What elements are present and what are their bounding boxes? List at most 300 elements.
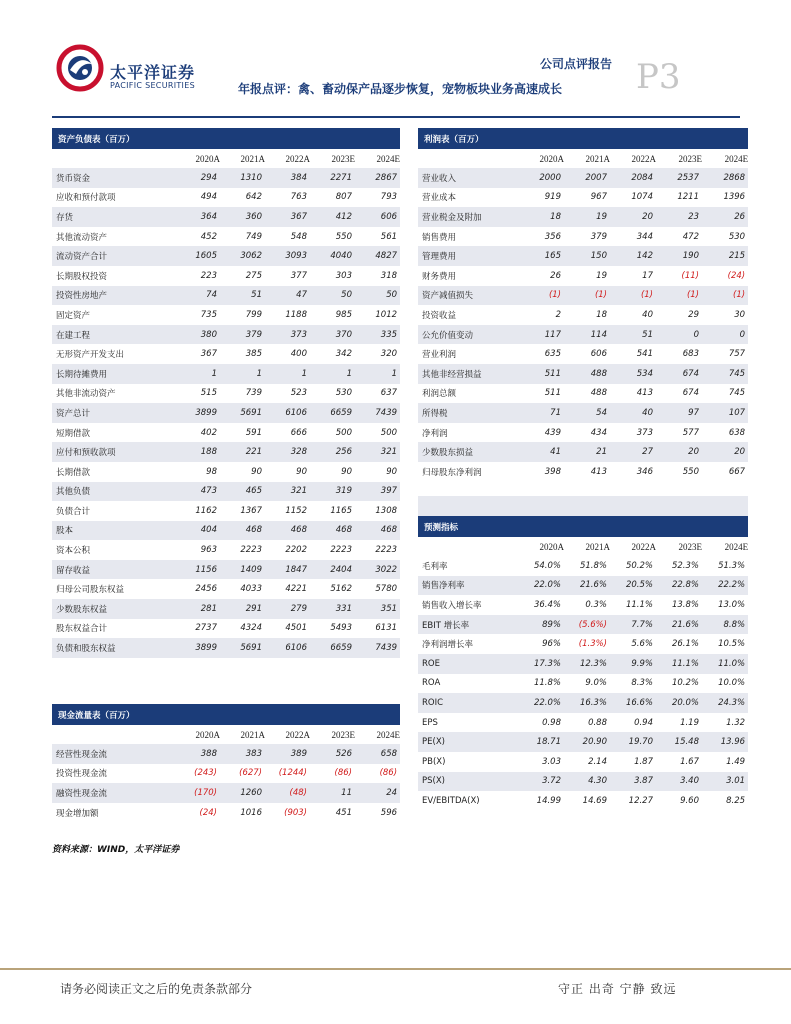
cell-value: 2223 (240, 545, 262, 556)
cell-value: 1847 (265, 560, 310, 580)
cell-value: 321 (265, 482, 310, 502)
cell-value: 400 (290, 349, 307, 360)
cell-value: 380 (175, 325, 220, 345)
table-title: 资产负债表（百万） (52, 128, 400, 149)
cell-value: 1 (265, 364, 310, 384)
logo-text-cn: 太平洋证券 (110, 63, 196, 82)
logo-text-en: PACIFIC SECURITIES (110, 81, 195, 90)
cell-value: 488 (590, 388, 607, 399)
column-header: 2020A (539, 541, 564, 552)
column-header: 2023E (678, 153, 702, 164)
cell-value: 23 (656, 207, 702, 227)
cell-value: 10.0% (718, 678, 746, 689)
column-header: 2020A (195, 729, 220, 740)
row-label: 流动资产合计 (52, 246, 175, 266)
cell-value: 793 (380, 192, 398, 203)
cell-value: 114 (564, 325, 610, 345)
table-title-row (52, 704, 400, 725)
cell-value: 6659 (310, 403, 355, 423)
table-row (52, 364, 400, 384)
cell-value: (86) (379, 768, 398, 779)
table-row (418, 732, 748, 752)
row-label: 投资性房地产 (52, 286, 175, 306)
cell-value: 511 (518, 364, 564, 384)
column-header: 2021A (240, 153, 265, 164)
row-label: 在建工程 (52, 325, 175, 345)
cell-value: 404 (175, 521, 220, 541)
row-label: ROA (422, 678, 441, 689)
table-row (52, 384, 400, 404)
cell-value: 799 (245, 309, 262, 320)
cell-value: 2007 (564, 168, 610, 188)
cell-value: 54.0% (533, 560, 561, 571)
row-label: 资本公积 (56, 546, 91, 557)
table-row (418, 791, 748, 811)
cell-value: 515 (200, 388, 217, 399)
table-row (418, 772, 748, 792)
cell-value: 1 (175, 364, 220, 384)
cell-value: 13.96 (702, 732, 748, 752)
cell-value: 1 (220, 364, 265, 384)
cell-value: 1605 (175, 246, 220, 266)
cell-value: 1.87 (634, 756, 653, 767)
table-row (52, 266, 400, 286)
cell-value: 398 (544, 466, 561, 477)
cell-value: 468 (310, 521, 355, 541)
cell-value: 89% (518, 615, 564, 635)
header-divider (52, 116, 740, 118)
cell-value: 1396 (723, 192, 746, 203)
row-label: 负债合计 (56, 506, 91, 517)
cell-value: 51 (220, 286, 265, 306)
table-row (418, 713, 748, 733)
cell-value: 367 (265, 207, 310, 227)
cell-value: 642 (245, 192, 262, 203)
cell-value: 9.9% (610, 654, 656, 674)
row-label: 投资性现金流 (56, 769, 108, 780)
table-row (418, 246, 748, 266)
row-label: 长期待摊费用 (52, 364, 175, 384)
table-row (52, 423, 400, 443)
balance-sheet-table (52, 128, 400, 658)
table-row (52, 188, 400, 208)
cell-value: 2000 (518, 168, 564, 188)
column-header: 2021A (585, 541, 610, 552)
cell-value: (86) (334, 768, 352, 779)
row-label: ROE (418, 654, 518, 674)
cell-value: 40 (610, 403, 656, 423)
table-row (418, 266, 748, 286)
cell-value: 591 (245, 427, 262, 438)
table-row (52, 246, 400, 266)
table-row (52, 501, 400, 521)
column-header-row (52, 725, 400, 744)
cell-value: 294 (175, 168, 220, 188)
cell-value: 0.94 (634, 717, 653, 728)
cell-value: 90 (386, 466, 398, 477)
cell-value: 22.0% (518, 576, 564, 596)
cell-value: 7439 (355, 403, 400, 423)
cell-value: 321 (355, 442, 400, 462)
cell-value: 561 (380, 231, 398, 242)
cell-value: 577 (682, 427, 699, 438)
cell-value: (1244) (278, 768, 307, 779)
table-row (52, 783, 400, 803)
cell-value: 606 (590, 349, 607, 360)
cell-value: 22.0% (518, 693, 564, 713)
cell-value: 9.0% (585, 678, 607, 689)
cell-value: (24) (199, 807, 217, 818)
cell-value: 36.4% (533, 599, 561, 610)
cell-value: 20.5% (610, 576, 656, 596)
cell-value: 344 (636, 231, 653, 242)
cell-value: 526 (310, 744, 355, 764)
cell-value: 90 (251, 466, 262, 477)
cell-value: 1 (310, 364, 355, 384)
cell-value: 1016 (240, 807, 262, 818)
cell-value: 5.6% (631, 639, 653, 650)
cell-value: 221 (220, 442, 265, 462)
table-row (418, 615, 748, 635)
table-row (52, 305, 400, 325)
table-row (52, 803, 400, 823)
row-label: 股本 (52, 521, 175, 541)
cell-value: (1) (702, 286, 748, 306)
cell-value: 1074 (631, 192, 653, 203)
cell-value: 22.8% (656, 576, 702, 596)
cell-value: 749 (245, 231, 262, 242)
cell-value: 364 (175, 207, 220, 227)
row-label: EBIT 增长率 (418, 615, 518, 635)
column-header-blank (52, 149, 175, 168)
table-row (52, 344, 400, 364)
cell-value: 4501 (285, 623, 307, 634)
cell-value: 473 (175, 482, 220, 502)
table-row (418, 634, 748, 654)
cell-value: 1310 (220, 168, 265, 188)
row-label: 归母股东净利润 (422, 467, 482, 478)
row-label: 货币资金 (52, 168, 175, 188)
cell-value: 807 (335, 192, 352, 203)
cell-value: 188 (175, 442, 220, 462)
cell-value: 5493 (330, 623, 352, 634)
cell-value: 1165 (330, 505, 352, 516)
cell-value: 50 (310, 286, 355, 306)
cell-value: 16.3% (564, 693, 610, 713)
column-header: 2020A (195, 153, 220, 164)
table-row (418, 693, 748, 713)
table-row (52, 540, 400, 560)
cell-value: 9.60 (680, 795, 699, 806)
cell-value: 739 (245, 388, 262, 399)
row-label: 销售收入增长率 (422, 600, 482, 611)
cell-value: 1260 (220, 783, 265, 803)
cell-value: 658 (355, 744, 400, 764)
cell-value: 635 (544, 349, 561, 360)
cell-value: 373 (265, 325, 310, 345)
cell-value: 1012 (375, 309, 398, 320)
cell-value: 5691 (220, 638, 265, 658)
cell-value: 11.1% (656, 654, 702, 674)
cell-value: 2456 (195, 584, 217, 595)
cell-value: 26 (550, 270, 561, 281)
cell-value: 7439 (355, 638, 400, 658)
cell-value: 0.98 (542, 717, 561, 728)
cell-value: 24 (355, 783, 400, 803)
row-label: PS(X) (418, 772, 518, 792)
cell-value: 20 (656, 442, 702, 462)
page-number: P3 (636, 57, 681, 97)
cell-value: 548 (290, 231, 307, 242)
table-row (52, 286, 400, 306)
cell-value: 1152 (285, 505, 307, 516)
cell-value: 17.3% (518, 654, 564, 674)
cell-value: 18 (596, 309, 607, 320)
row-label: 销售净利率 (418, 576, 518, 596)
cell-value: 2202 (285, 545, 307, 556)
cell-value: 3899 (175, 638, 220, 658)
cell-value: 1 (355, 364, 400, 384)
row-label: 负债和股东权益 (52, 638, 175, 658)
cell-value: 534 (610, 364, 656, 384)
table-title: 预测指标 (418, 516, 748, 537)
row-label: 少数股东损益 (418, 442, 518, 462)
cell-value: 215 (702, 246, 748, 266)
cell-value: 90 (296, 466, 307, 477)
cell-value: 2868 (702, 168, 748, 188)
cell-value: 2084 (610, 168, 656, 188)
cell-value: 303 (335, 270, 352, 281)
table-row (418, 462, 748, 482)
cell-value: 2737 (195, 623, 217, 634)
cell-value: 3899 (175, 403, 220, 423)
row-label: 其他负债 (52, 482, 175, 502)
data-source-note: 资料来源：WIND，太平洋证券 (52, 845, 180, 855)
cell-value: 2271 (310, 168, 355, 188)
row-label: 存货 (52, 207, 175, 227)
table-row (418, 674, 748, 694)
cell-value: 2537 (656, 168, 702, 188)
cell-value: 413 (590, 466, 607, 477)
cell-value: 1367 (240, 505, 262, 516)
row-label: 融资性现金流 (52, 783, 175, 803)
cell-value: 320 (380, 349, 398, 360)
column-header: 2022A (631, 153, 656, 164)
row-label: EPS (422, 717, 438, 728)
cell-value: 4040 (310, 246, 355, 266)
table-row (52, 560, 400, 580)
table-row (418, 207, 748, 227)
table-row (418, 384, 748, 404)
cell-value: 494 (200, 192, 217, 203)
row-label: 资产总计 (52, 403, 175, 423)
table-row (418, 344, 748, 364)
cell-value: 13.8% (671, 599, 699, 610)
row-label: ROIC (418, 693, 518, 713)
cell-value: 439 (544, 427, 561, 438)
table-row (52, 579, 400, 599)
cell-value: 2223 (330, 545, 352, 556)
forecast-indicators-table (418, 516, 748, 811)
table-row (418, 576, 748, 596)
cell-value: 50.2% (625, 560, 653, 571)
cell-value: 434 (590, 427, 607, 438)
cell-value: 373 (636, 427, 653, 438)
row-label: 其他非流动资产 (56, 389, 116, 400)
cell-value: 472 (682, 231, 699, 242)
table-row (418, 556, 748, 576)
column-header: 2024E (724, 153, 749, 164)
table-row (52, 442, 400, 462)
row-label: 长期股权投资 (56, 271, 108, 282)
cell-value: 3.01 (702, 772, 748, 792)
row-label: 现金增加额 (56, 808, 99, 819)
row-label: 公允价值变动 (418, 325, 518, 345)
cell-value: (1) (656, 286, 702, 306)
cell-value: 4324 (240, 623, 262, 634)
cell-value: 523 (290, 388, 307, 399)
table-row (418, 595, 748, 615)
cell-value: 397 (355, 482, 400, 502)
cell-value: 384 (265, 168, 310, 188)
row-label: 归母公司股东权益 (56, 585, 125, 596)
cell-value: 637 (380, 388, 398, 399)
cell-value: 8.8% (702, 615, 748, 635)
cell-value: 1211 (677, 192, 699, 203)
cell-value: 5780 (375, 584, 398, 595)
cell-value: 468 (265, 521, 310, 541)
cell-value: 11 (310, 783, 355, 803)
column-header-row (418, 537, 748, 556)
cell-value: 2 (555, 309, 561, 320)
row-label: 应付和预收款项 (52, 442, 175, 462)
cell-value: 21.6% (656, 615, 702, 635)
footer-divider (0, 968, 791, 970)
cell-value: 318 (380, 270, 398, 281)
cell-value: 638 (728, 427, 746, 438)
table-row (52, 521, 400, 541)
company-logo (52, 40, 207, 100)
cell-value: (1) (518, 286, 564, 306)
cell-value: 1.32 (726, 717, 746, 728)
cell-value: 745 (728, 388, 746, 399)
row-label: 净利润增长率 (422, 640, 474, 651)
cell-value: 331 (310, 599, 355, 619)
cell-value: 3.03 (542, 756, 561, 767)
cell-value: 98 (206, 466, 217, 477)
table-row (52, 599, 400, 619)
cell-value: 165 (518, 246, 564, 266)
row-label: 应收和预付款项 (56, 193, 116, 204)
cell-value: 3.72 (518, 772, 564, 792)
cell-value: 530 (728, 231, 746, 242)
cell-value: 1188 (285, 309, 307, 320)
cell-value: 550 (682, 466, 699, 477)
cell-value: 40 (642, 309, 653, 320)
table-row (418, 423, 748, 443)
cell-value: 256 (310, 442, 355, 462)
logo-mark-icon (52, 40, 108, 96)
cell-value: 3.87 (610, 772, 656, 792)
cell-value: 511 (544, 388, 561, 399)
row-label: 留存收益 (52, 560, 175, 580)
cell-value: 377 (290, 270, 307, 281)
cell-value: 468 (355, 521, 400, 541)
row-label: 其他非经营损益 (418, 364, 518, 384)
row-label: 财务费用 (422, 271, 457, 282)
cell-value: 385 (245, 349, 262, 360)
cell-value: 16.6% (610, 693, 656, 713)
column-header-blank (418, 149, 518, 168)
cell-value: 367 (200, 349, 217, 360)
table-title-row (418, 128, 748, 149)
cell-value: 12.27 (628, 795, 653, 806)
cell-value: 21.6% (564, 576, 610, 596)
cell-value: 356 (544, 231, 561, 242)
cell-value: 13.0% (718, 599, 746, 610)
cell-value: 6131 (375, 623, 398, 634)
cell-value: 52.3% (671, 560, 699, 571)
row-label: PB(X) (422, 756, 446, 767)
cell-value: 21 (564, 442, 610, 462)
cell-value: 74 (175, 286, 220, 306)
cell-value: 30 (734, 309, 746, 320)
cell-value: 2223 (375, 545, 398, 556)
cell-value: 541 (636, 349, 653, 360)
cell-value: (1.3%) (578, 639, 607, 650)
cell-value: 2404 (310, 560, 355, 580)
table-row (418, 325, 748, 345)
cell-value: 24.3% (702, 693, 748, 713)
cell-value: 117 (518, 325, 564, 345)
cell-value: 15.48 (656, 732, 702, 752)
column-header: 2022A (631, 541, 656, 552)
table-row (52, 482, 400, 502)
cell-value: 468 (220, 521, 265, 541)
cell-value: 335 (355, 325, 400, 345)
cell-value: 47 (265, 286, 310, 306)
cell-value: (903) (284, 807, 307, 818)
column-header: 2023E (331, 729, 355, 740)
cell-value: 90 (341, 466, 352, 477)
cell-value: (1) (564, 286, 610, 306)
table-row (52, 325, 400, 345)
cell-value: 763 (290, 192, 307, 203)
row-label: 短期借款 (56, 428, 91, 439)
cell-value: 19 (564, 207, 610, 227)
cell-value: 1156 (175, 560, 220, 580)
cell-value: 488 (564, 364, 610, 384)
column-header-blank (418, 537, 518, 556)
cell-value: 19.70 (610, 732, 656, 752)
cell-value: 18 (518, 207, 564, 227)
column-header: 2022A (285, 153, 310, 164)
table-title: 利润表（百万） (418, 128, 748, 149)
cell-value: 71 (518, 403, 564, 423)
cell-value: 51.8% (579, 560, 607, 571)
row-label: 所得税 (418, 403, 518, 423)
cell-value: 1162 (195, 505, 217, 516)
cell-value: 14.69 (582, 795, 607, 806)
cell-value: 0.3% (585, 599, 607, 610)
cell-value: 20.0% (656, 693, 702, 713)
table-row (418, 654, 748, 674)
table-row (418, 188, 748, 208)
cell-value: 667 (728, 466, 746, 477)
cell-value: 389 (265, 744, 310, 764)
cell-value: 967 (590, 192, 607, 203)
column-header: 2023E (678, 541, 702, 552)
